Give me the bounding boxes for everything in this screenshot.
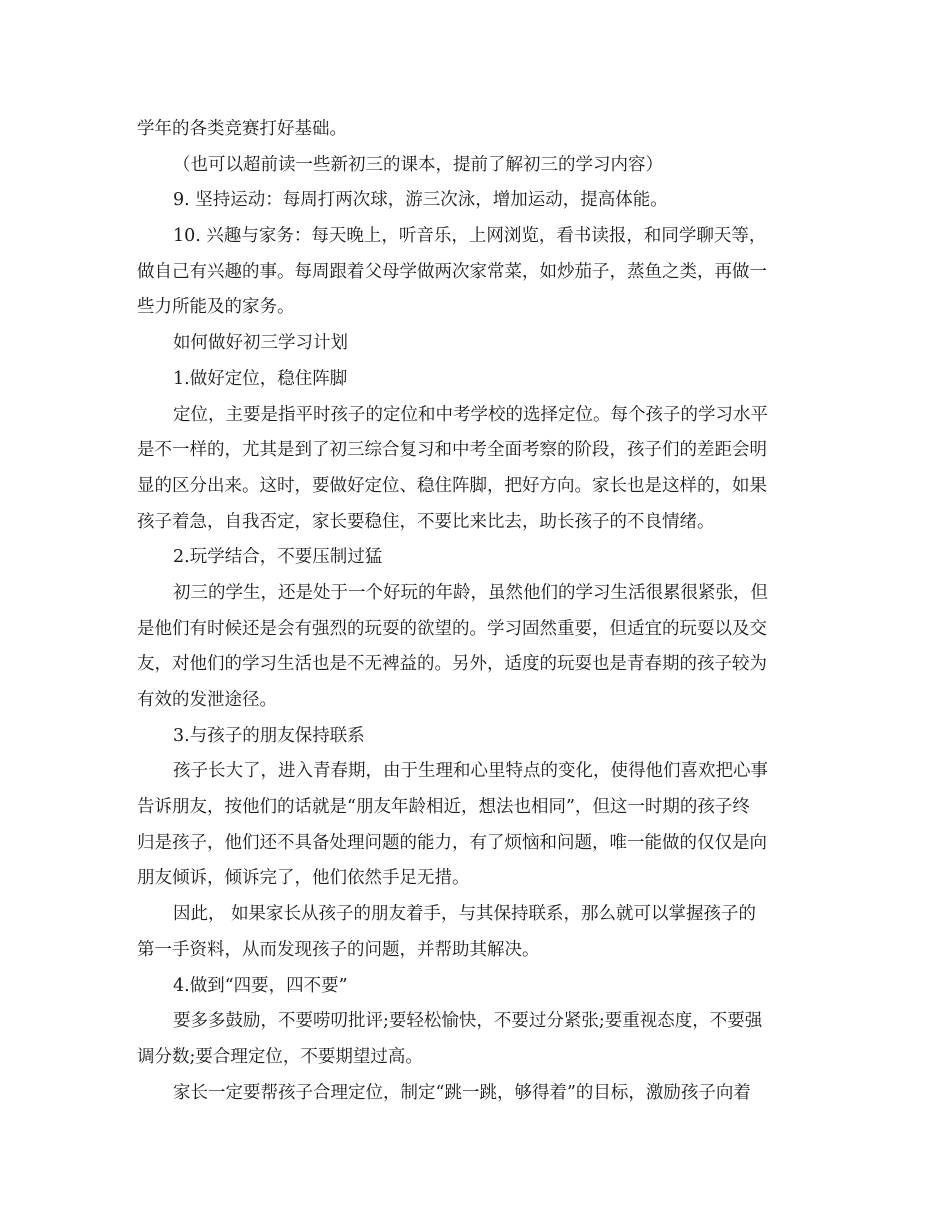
subsection-heading-4: 4.做到“四要，四不要”	[173, 975, 348, 996]
section-heading: 如何做好初三学习计划	[173, 333, 348, 354]
paragraph-line: 因此， 如果家长从孩子的朋友着手，与其保持联系，那么就可以掌握孩子的	[173, 904, 757, 925]
subsection-heading-2: 2.玩学结合，不要压制过猛	[173, 547, 383, 568]
paragraph-line: 定位，主要是指平时孩子的定位和中考学校的选择定位。每个孩子的学习水平	[173, 404, 768, 425]
subsection-heading-1: 1.做好定位，稳住阵脚	[173, 368, 348, 389]
paragraph-line: 调分数;要合理定位，不要期望过高。	[137, 1046, 423, 1067]
subsection-heading-3: 3.与孩子的朋友保持联系	[173, 725, 365, 746]
paragraph-line: 家长一定要帮孩子合理定位，制定“跳一跳，够得着”的目标，激励孩子向着	[173, 1082, 751, 1103]
paragraph-line: 孩子长大了，进入青春期，由于生理和心里特点的变化，使得他们喜欢把心事	[173, 761, 768, 782]
text-line: （也可以超前读一些新初三的课本，提前了解初三的学习内容）	[173, 154, 663, 175]
paragraph-line: 初三的学生，还是处于一个好玩的年龄，虽然他们的学习生活很累很紧张，但	[173, 582, 768, 603]
paragraph-line: 归是孩子，他们还不具备处理问题的能力，有了烦恼和问题，唯一能做的仅仅是向	[137, 832, 767, 853]
list-item-9: 9. 坚持运动：每周打两次球，游三次泳，增加运动，提高体能。	[173, 190, 668, 211]
text-line: 做自己有兴趣的事。每周跟着父母学做两次家常菜，如炒茄子，蒸鱼之类，再做一	[137, 261, 767, 282]
paragraph-line: 第一手资料，从而发现孩子的问题，并帮助其解决。	[137, 939, 540, 960]
paragraph-line: 有效的发泄途径。	[137, 690, 277, 710]
text-line: 些力所能及的家务。	[137, 297, 295, 318]
paragraph-line: 是不一样的，尤其是到了初三综合复习和中考全面考察的阶段，孩子们的差距会明	[137, 440, 767, 461]
paragraph-line: 友，对他们的学习生活也是不无裨益的。另外，适度的玩耍也是青春期的孩子较为	[137, 654, 767, 675]
paragraph-line: 孩子着急，自我否定，家长要稳住，不要比来比去，助长孩子的不良情绪。	[137, 511, 715, 532]
list-item-10: 10. 兴趣与家务：每天晚上，听音乐，上网浏览，看书读报，和同学聊天等，	[173, 226, 767, 247]
paragraph-line: 是他们有时候还是会有强烈的玩耍的欲望的。学习固然重要，但适宜的玩耍以及交	[137, 618, 767, 639]
paragraph-line: 显的区分出来。这时，要做好定位、稳住阵脚，把好方向。家长也是这样的，如果	[137, 475, 767, 496]
paragraph-line: 朋友倾诉，倾诉完了，他们依然手足无措。	[137, 868, 470, 889]
document-page	[137, 112, 813, 1111]
paragraph-line: 告诉朋友，按他们的话就是“朋友年龄相近，想法也相同”，但这一时期的孩子终	[137, 797, 750, 818]
paragraph-line: 要多多鼓励，不要唠叨批评;要轻松愉快，不要过分紧张;要重视态度，不要强	[173, 1011, 763, 1032]
text-line: 学年的各类竞赛打好基础。	[137, 119, 347, 139]
